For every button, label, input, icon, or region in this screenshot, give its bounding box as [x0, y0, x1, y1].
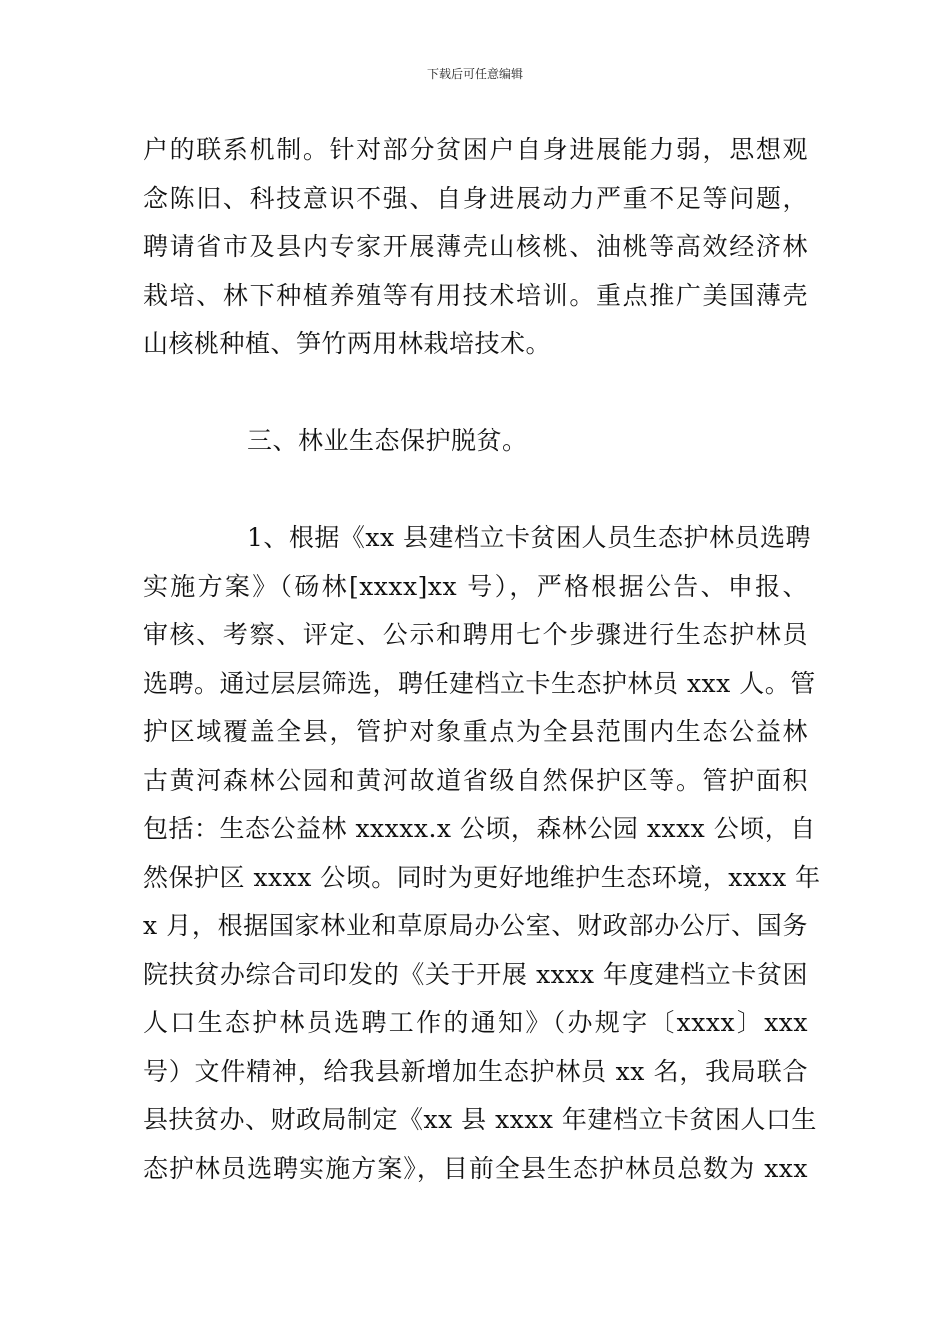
text-line: 古黄河森林公园和黄河故道省级自然保护区等。管护面积 [143, 765, 808, 795]
text-line: 护区域覆盖全县，管护对象重点为全县范围内生态公益林 [143, 717, 808, 746]
text-line: 户的联系机制。针对部分贫困户自身进展能力弱，思想观 [143, 135, 808, 164]
text-line: 1、根据《xx 县建档立卡贫困人员生态护林员选聘 [247, 523, 812, 552]
text-line: 选聘。通过层层筛选，聘任建档立卡生态护林员 xxx 人。管 [143, 668, 816, 698]
text-line: 栽培、林下种植养殖等有用技术培训。重点推广美国薄壳 [143, 280, 808, 310]
paragraph-gap [143, 466, 808, 515]
text-line: 然保护区 xxxx 公顷。同时为更好地维护生态环境，xxxx 年 [143, 862, 821, 892]
document-body [143, 126, 821, 1193]
text-line: 念陈旧、科技意识不强、自身进展动力严重不足等问题， [143, 183, 808, 213]
text-line: 人口生态护林员选聘工作的通知》（办规字〔xxxx〕xxx [143, 1008, 808, 1037]
text-line: 态护林员选聘实施方案》，目前全县生态护林员总数为 xxx [143, 1153, 808, 1183]
text-line: 县扶贫办、财政局制定《xx 县 xxxx 年建档立卡贫困人口生 [143, 1105, 817, 1134]
text-line: 包括：生态公益林 xxxxx.x 公顷，森林公园 xxxx 公顷，自 [143, 814, 816, 843]
paragraph-forest-rangers [143, 514, 821, 1193]
paragraph-continuation [143, 126, 808, 369]
text-line: 山核桃种植、笋竹两用林栽培技术。 [143, 329, 552, 358]
paragraph-gap [143, 369, 808, 418]
text-line: x 月，根据国家林业和草原局办公室、财政部办公厅、国务 [143, 911, 808, 940]
text-line: 审核、考察、评定、公示和聘用七个步骤进行生态护林员 [143, 620, 808, 649]
text-line: 聘请省市及县内专家开展薄壳山核桃、油桃等高效经济林 [143, 232, 808, 261]
text-line: 号）文件精神，给我县新增加生态护林员 xx 名，我局联合 [143, 1056, 808, 1086]
text-line: 院扶贫办综合司印发的《关于开展 xxxx 年度建档立卡贫困 [143, 959, 808, 989]
section-heading: 三、林业生态保护脱贫。 [247, 426, 528, 455]
page-header: 下载后可任意编辑 [426, 67, 523, 81]
text-line: 实施方案》（砀林[xxxx]xx 号），严格根据公告、申报、 [143, 571, 808, 601]
